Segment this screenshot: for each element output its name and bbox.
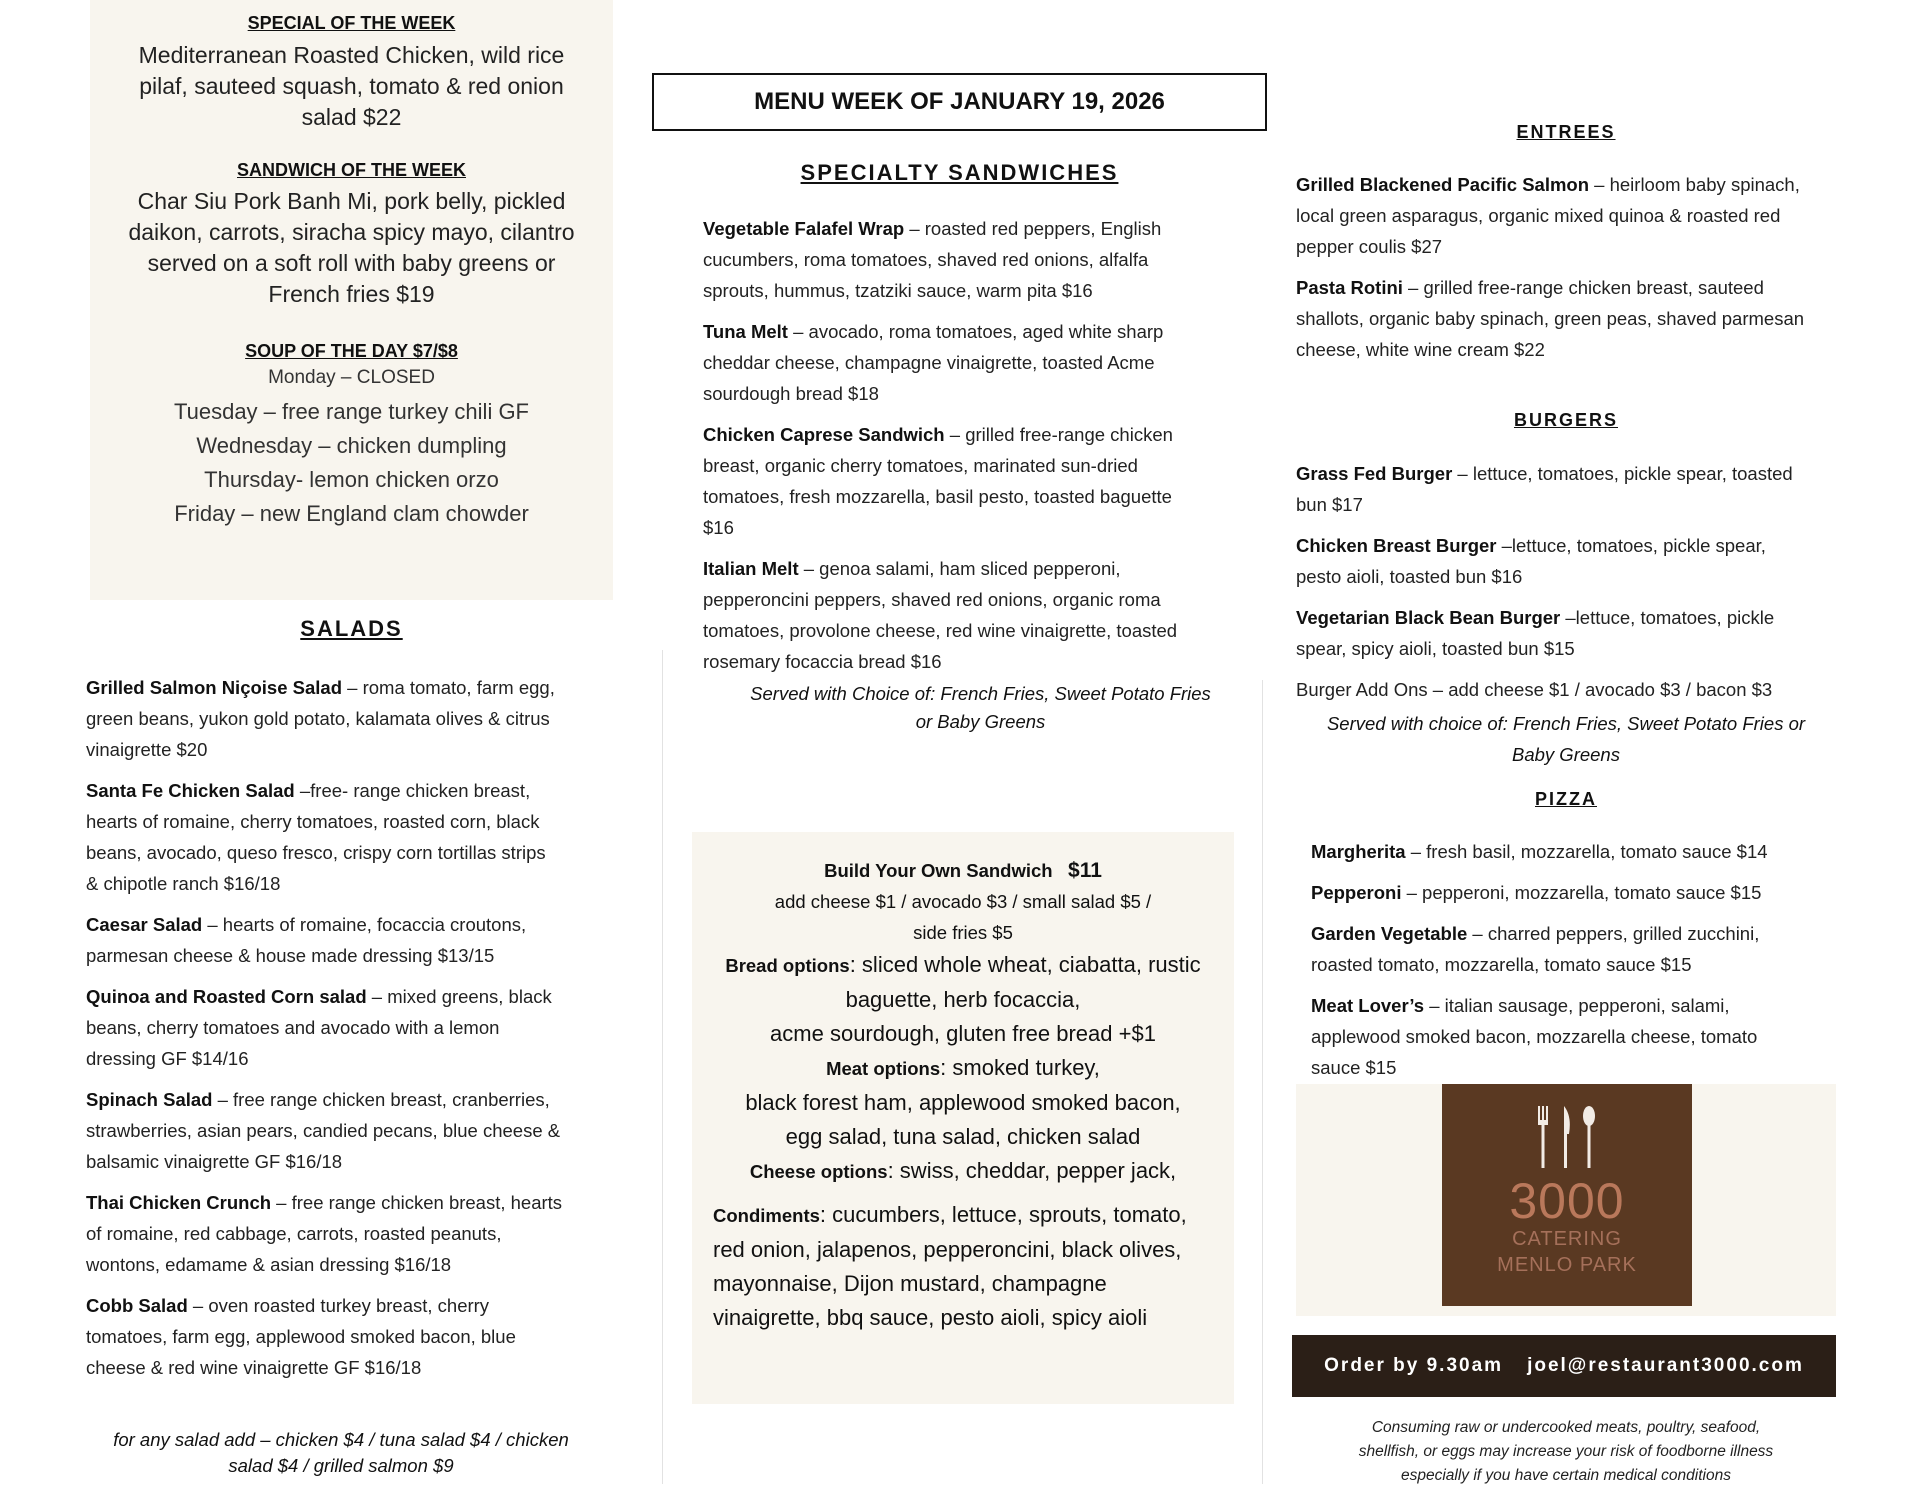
meat-text: egg salad, tuna salad, chicken salad [785, 1124, 1141, 1149]
logo-line1: CATERING [1512, 1228, 1622, 1250]
order-deadline: Order by 9.30am [1324, 1355, 1504, 1376]
soup-day: Tuesday – free range turkey chili GF [173, 399, 529, 424]
list-item [86, 909, 616, 971]
item-text: pesto aioli, toasted bun $16 [1296, 566, 1523, 587]
item-text: – roma tomato, farm egg, [342, 677, 555, 698]
item-text: – pepperoni, mozzarella, tomato sauce $15 [1401, 882, 1762, 903]
burgers-title: BURGERS [1513, 410, 1618, 430]
cond-text: mayonnaise, Dijon mustard, champagne [713, 1271, 1107, 1296]
item-name: Pepperoni [1311, 882, 1402, 903]
byo-addon-line: side fries $5 [913, 922, 1013, 943]
item-text: pepper coulis $27 [1296, 236, 1443, 257]
item-name: Vegetable Falafel Wrap [703, 218, 905, 239]
entrees-list [1296, 169, 1856, 365]
list-item [1311, 836, 1851, 867]
item-text: – mixed greens, black [366, 986, 552, 1007]
item-text: cheese & red wine vinaigrette GF $16/18 [86, 1357, 422, 1378]
item-text: – grilled free-range chicken [944, 424, 1173, 445]
item-name: Thai Chicken Crunch [86, 1192, 272, 1213]
item-name: Santa Fe Chicken Salad [86, 780, 295, 801]
menu-week-title: MENU WEEK OF JANUARY 19, 2026 [652, 73, 1267, 131]
item-text: – hearts of romaine, focaccia croutons, [202, 914, 527, 935]
item-text: shallots, organic baby spinach, green peas, shaved parmesan [1296, 308, 1805, 329]
item-text: rosemary focaccia bread $16 [703, 651, 942, 672]
item-text: strawberries, asian pears, candied pecans, blue cheese & [86, 1120, 561, 1141]
burgers-list [1296, 458, 1856, 705]
byo-cheese [692, 1154, 1234, 1189]
list-item [1311, 877, 1851, 908]
column-divider [662, 650, 663, 1484]
bread-label: Bread options [725, 955, 850, 976]
list-item [86, 1290, 616, 1383]
list-item [86, 1187, 616, 1280]
item-text: dressing GF $14/16 [86, 1048, 249, 1069]
item-text: – italian sausage, pepperoni, salami, [1424, 995, 1730, 1016]
item-text: – avocado, roma tomatoes, aged white sharp [787, 321, 1164, 342]
sandwiches-title: SPECIALTY SANDWICHES [800, 160, 1119, 185]
burger-served-note [1296, 708, 1836, 770]
item-text: applewood smoked bacon, mozzarella cheese, tomato [1311, 1026, 1758, 1047]
item-name: Meat Lover’s [1311, 995, 1425, 1016]
byo-title-text: Build Your Own Sandwich [824, 860, 1053, 881]
byo-price: $11 [1068, 859, 1102, 882]
column-divider [1262, 680, 1263, 1484]
addon-line: for any salad add – chicken $4 / tuna salad $4 / chicken [113, 1429, 569, 1450]
salads-title: SALADS [300, 616, 403, 641]
item-name: Margherita [1311, 841, 1406, 862]
bread-text: acme sourdough, gluten free bread +$1 [770, 1021, 1156, 1046]
sandwich-served-note [703, 680, 1258, 736]
disclaimer-line: especially if you have certain medical conditions [1401, 1467, 1731, 1484]
item-name: Italian Melt [703, 558, 799, 579]
salad-addon-note [86, 1427, 596, 1479]
item-text: cucumbers, roma tomatoes, shaved red onions, alfalfa [703, 249, 1149, 270]
item-name: Cobb Salad [86, 1295, 188, 1316]
byo-bread [692, 948, 1234, 983]
soup-day: Thursday- lemon chicken orzo [204, 467, 499, 492]
list-item [703, 553, 1243, 677]
fork-knife-spoon-icon [1534, 1106, 1600, 1168]
cheese-label: Cheese options [749, 1161, 888, 1182]
item-name: Quinoa and Roasted Corn salad [86, 986, 367, 1007]
byo-condiments [713, 1198, 1233, 1335]
sandwich-week-line: French fries $19 [268, 281, 435, 307]
served-line: Served with choice of: French Fries, Sweet Potato Fries or [1326, 713, 1806, 734]
food-disclaimer [1296, 1416, 1836, 1488]
item-name: Tuna Melt [703, 321, 788, 342]
soup-days [90, 395, 613, 531]
logo-number: 3000 [1509, 1173, 1625, 1229]
soup-monday: Monday – CLOSED [268, 367, 435, 388]
meat-label: Meat options [826, 1058, 941, 1079]
item-name: Caesar Salad [86, 914, 203, 935]
disclaimer-line: shellfish, or eggs may increase your risk of foodborne illness [1358, 1443, 1774, 1460]
item-text: –lettuce, tomatoes, pickle [1560, 607, 1775, 628]
item-text: vinaigrette $20 [86, 739, 208, 760]
item-name: Grass Fed Burger [1296, 463, 1453, 484]
list-item [86, 981, 616, 1074]
item-text: – free range chicken breast, cranberries, [212, 1089, 550, 1110]
item-text: green beans, yukon gold potato, kalamata olives & citrus [86, 708, 550, 729]
item-text: – fresh basil, mozzarella, tomato sauce $14 [1405, 841, 1768, 862]
cond-text: red onion, jalapenos, pepperoncini, black olives, [713, 1237, 1182, 1262]
item-text: tomatoes, provolone cheese, red wine vinaigrette, toasted [703, 620, 1178, 641]
sandwich-week-line: Char Siu Pork Banh Mi, pork belly, pickled [137, 188, 566, 214]
burger-addons: Burger Add Ons – add cheese $1 / avocado $3 / bacon $3 [1296, 679, 1773, 700]
item-text: spear, spicy aioli, toasted bun $15 [1296, 638, 1575, 659]
item-text: roasted tomato, mozzarella, tomato sauce $15 [1311, 954, 1692, 975]
list-item [1311, 990, 1851, 1083]
addon-line: salad $4 / grilled salmon $9 [228, 1455, 454, 1476]
item-text: – charred peppers, grilled zucchini, [1467, 923, 1760, 944]
sandwich-week-heading: SANDWICH OF THE WEEK [237, 160, 466, 180]
item-text: beans, cherry tomatoes and avocado with a lemon [86, 1017, 500, 1038]
meat-text: : smoked turkey, [940, 1055, 1100, 1080]
item-text: $16 [703, 517, 734, 538]
special-description [90, 40, 613, 133]
item-text: – lettuce, tomatoes, pickle spear, toasted [1452, 463, 1793, 484]
cond-label: Condiments [713, 1205, 820, 1226]
sandwiches-list [703, 213, 1243, 677]
meat-text: black forest ham, applewood smoked bacon, [745, 1090, 1181, 1115]
item-text: tomatoes, fresh mozzarella, basil pesto, toasted baguette [703, 486, 1172, 507]
list-item [86, 672, 616, 765]
item-text: beans, avocado, queso fresco, crispy corn tortillas strips [86, 842, 546, 863]
byo-content [692, 855, 1234, 1189]
list-item [703, 316, 1243, 409]
order-email-link[interactable]: joel@restaurant3000.com [1527, 1355, 1804, 1376]
item-text: sauce $15 [1311, 1057, 1397, 1078]
logo-line2: MENLO PARK [1497, 1254, 1637, 1276]
item-name: Vegetarian Black Bean Burger [1296, 607, 1561, 628]
disclaimer-line: Consuming raw or undercooked meats, poultry, seafood, [1371, 1419, 1761, 1436]
served-line: Served with Choice of: French Fries, Sweet Potato Fries [750, 683, 1211, 704]
list-item [1296, 602, 1856, 664]
item-text: balsamic vinaigrette GF $16/18 [86, 1151, 343, 1172]
item-text: hearts of romaine, cherry tomatoes, roasted corn, black [86, 811, 540, 832]
special-heading: SPECIAL OF THE WEEK [247, 13, 456, 33]
item-text: –free- range chicken breast, [294, 780, 531, 801]
bread-text: baguette, herb focaccia, [845, 987, 1081, 1012]
item-text: cheese, white wine cream $22 [1296, 339, 1545, 360]
salads-list [86, 672, 616, 1383]
item-text: bun $17 [1296, 494, 1363, 515]
list-item [1296, 530, 1856, 592]
item-text: sourdough bread $18 [703, 383, 879, 404]
item-text: parmesan cheese & house made dressing $13/15 [86, 945, 495, 966]
byo-meat [692, 1051, 1234, 1086]
bread-text: : sliced whole wheat, ciabatta, rustic [849, 952, 1201, 977]
pizza-list [1311, 836, 1851, 1083]
list-item [86, 775, 616, 899]
served-line: or Baby Greens [915, 711, 1046, 732]
item-name: Spinach Salad [86, 1089, 213, 1110]
entrees-title: ENTREES [1516, 122, 1616, 142]
served-line: Baby Greens [1512, 744, 1620, 765]
item-name: Chicken Caprese Sandwich [703, 424, 945, 445]
list-item [1296, 458, 1856, 520]
item-text: – roasted red peppers, English [904, 218, 1162, 239]
item-text: & chipotle ranch $16/18 [86, 873, 281, 894]
list-item [86, 1084, 616, 1177]
pizza-title: PIZZA [1535, 789, 1597, 809]
order-bar [1292, 1335, 1836, 1397]
list-item [1296, 169, 1856, 262]
item-text: – genoa salami, ham sliced pepperoni, [798, 558, 1121, 579]
soup-day: Friday – new England clam chowder [174, 501, 529, 526]
special-line: pilaf, sauteed squash, tomato & red onion [139, 73, 564, 99]
list-item [703, 213, 1243, 306]
list-item [703, 419, 1243, 543]
sandwich-week-description [90, 186, 613, 310]
item-text: cheddar cheese, champagne vinaigrette, toasted Acme [703, 352, 1155, 373]
sandwich-week-line: daikon, carrots, siracha spicy mayo, cilantro [128, 219, 575, 245]
cond-text: vinaigrette, bbq sauce, pesto aioli, spicy aioli [713, 1305, 1148, 1330]
byo-title [692, 855, 1234, 886]
sandwich-week-line: served on a soft roll with baby greens or [147, 250, 556, 276]
item-text: – oven roasted turkey breast, cherry [187, 1295, 490, 1316]
list-item [1311, 918, 1851, 980]
item-name: Grilled Blackened Pacific Salmon [1296, 174, 1590, 195]
item-name: Grilled Salmon Niçoise Salad [86, 677, 343, 698]
item-text: sprouts, hummus, tzatziki sauce, warm pita $16 [703, 280, 1093, 301]
byo-addon-line: add cheese $1 / avocado $3 / small salad $5 / [774, 891, 1152, 912]
item-text: tomatoes, farm egg, applewood smoked bacon, blue [86, 1326, 516, 1347]
item-name: Pasta Rotini [1296, 277, 1403, 298]
special-line: salad $22 [301, 104, 402, 130]
soup-heading: SOUP OF THE DAY $7/$8 [245, 341, 458, 361]
item-text: – free range chicken breast, hearts [271, 1192, 563, 1213]
item-text: breast, organic cherry tomatoes, marinated sun-dried [703, 455, 1138, 476]
item-text: – heirloom baby spinach, [1589, 174, 1800, 195]
logo [1442, 1084, 1692, 1306]
item-text: – grilled free-range chicken breast, sauteed [1402, 277, 1764, 298]
item-name: Garden Vegetable [1311, 923, 1468, 944]
cheese-text: : swiss, cheddar, pepper jack, [887, 1158, 1177, 1183]
cond-text: : cucumbers, lettuce, sprouts, tomato, [819, 1202, 1187, 1227]
item-text: pepperoncini peppers, shaved red onions, organic roma [703, 589, 1161, 610]
item-name: Chicken Breast Burger [1296, 535, 1497, 556]
cond-line [713, 1198, 1233, 1233]
special-line: Mediterranean Roasted Chicken, wild rice [138, 42, 565, 68]
list-item [1296, 272, 1856, 365]
item-text: –lettuce, tomatoes, pickle spear, [1496, 535, 1766, 556]
soup-day: Wednesday – chicken dumpling [196, 433, 507, 458]
item-text: wontons, edamame & asian dressing $16/18 [86, 1254, 452, 1275]
item-text: local green asparagus, organic mixed quinoa & roasted red [1296, 205, 1781, 226]
item-text: of romaine, red cabbage, carrots, roasted peanuts, [86, 1223, 502, 1244]
